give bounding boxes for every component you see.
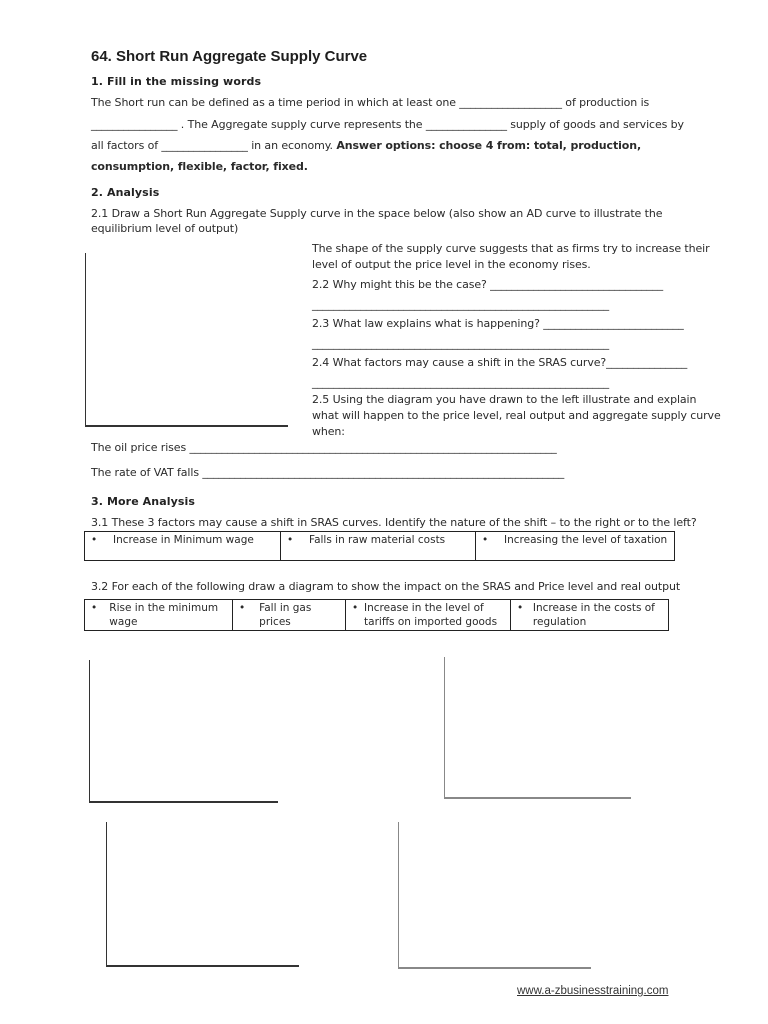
bullet-icon: • bbox=[517, 602, 524, 614]
fill-line-2: ________________ . The Aggregate supply curve represents the _______________ supply of goods and services by bbox=[91, 118, 684, 131]
diagram-y-axis bbox=[106, 822, 107, 966]
q25-line-2: what will happen to the price level, real output and aggregate supply curve bbox=[312, 409, 721, 422]
fill-line-3 bbox=[91, 139, 641, 152]
diagram-y-axis bbox=[444, 657, 445, 798]
diagram-x-axis bbox=[85, 425, 288, 427]
vat-question[interactable]: The rate of VAT falls ___________________________________________________________________ bbox=[91, 466, 565, 479]
bullet-icon: • bbox=[91, 534, 98, 546]
table-row bbox=[85, 532, 675, 561]
section1-heading: 1. Fill in the missing words bbox=[91, 75, 262, 88]
section3-heading: 3. More Analysis bbox=[91, 495, 196, 508]
bullet-icon: • bbox=[482, 534, 489, 546]
footer-website-link[interactable]: www.a-zbusinesstraining.com bbox=[517, 985, 669, 997]
table-cell-taxation[interactable] bbox=[476, 532, 675, 561]
answer-options: Answer options: choose 4 from: total, production, bbox=[336, 139, 642, 152]
q31-text: 3.1 These 3 factors may cause a shift in SRAS curves. Identify the nature of the shift – to the right or to the left? bbox=[91, 516, 697, 529]
q24-text[interactable]: 2.4 What factors may cause a shift in the SRAS curve?_______________ bbox=[312, 356, 688, 369]
cell-text: Fall in gas prices bbox=[259, 602, 312, 628]
q32-text: 3.2 For each of the following draw a diagram to show the impact on the SRAS and Price level and real output bbox=[91, 580, 681, 593]
fill-line-3-text: all factors of ________________ in an economy. bbox=[91, 139, 337, 152]
table-cell-tariffs[interactable] bbox=[346, 600, 511, 631]
table-cell-minimum-wage[interactable] bbox=[85, 532, 281, 561]
oil-price-question[interactable]: The oil price rises ____________________________________________________________________ bbox=[91, 441, 557, 454]
q21-line-2: equilibrium level of output) bbox=[91, 222, 239, 235]
diagram-x-axis bbox=[89, 801, 278, 803]
answer-options-cont: consumption, flexible, factor, fixed. bbox=[91, 160, 308, 173]
q23-answer-line[interactable]: _______________________________________________________ bbox=[312, 337, 610, 350]
cell-text: Increase in the level of tariffs on imported goods bbox=[364, 602, 498, 628]
bullet-icon: • bbox=[239, 602, 246, 614]
impact-factors-table bbox=[84, 599, 669, 631]
diagram-y-axis bbox=[398, 822, 399, 968]
diagram-x-axis bbox=[106, 965, 299, 967]
cell-text: Increase in Minimum wage bbox=[113, 534, 254, 546]
table-cell-raw-materials[interactable] bbox=[281, 532, 476, 561]
table-cell-min-wage[interactable] bbox=[85, 600, 233, 631]
q24-answer-line[interactable]: _______________________________________________________ bbox=[312, 376, 610, 389]
diagram-y-axis bbox=[89, 660, 90, 802]
diagram-x-axis bbox=[398, 967, 591, 969]
cell-text: Increasing the level of taxation bbox=[504, 534, 668, 546]
q22-text[interactable]: 2.2 Why might this be the case? ________________________________ bbox=[312, 278, 663, 291]
bullet-icon: • bbox=[91, 602, 98, 614]
q21-line-1: 2.1 Draw a Short Run Aggregate Supply curve in the space below (also show an AD curve to illustrate the bbox=[91, 207, 663, 220]
bullet-icon: • bbox=[287, 534, 294, 546]
table-row bbox=[85, 600, 669, 631]
cell-text: Increase in the costs of regulation bbox=[532, 602, 655, 628]
section2-heading: 2. Analysis bbox=[91, 186, 160, 199]
bullet-icon: • bbox=[352, 602, 359, 614]
q25-line-3: when: bbox=[312, 425, 345, 438]
table-cell-gas-prices[interactable] bbox=[233, 600, 346, 631]
table-cell-regulation[interactable] bbox=[511, 600, 669, 631]
cell-text: Rise in the minimum wage bbox=[109, 602, 219, 628]
shape-text-1: The shape of the supply curve suggests that as firms try to increase their bbox=[312, 242, 710, 255]
diagram-x-axis bbox=[444, 797, 631, 799]
fill-line-1: The Short run can be defined as a time period in which at least one ___________________ of production is bbox=[91, 96, 650, 109]
q22-answer-line[interactable]: _______________________________________________________ bbox=[312, 298, 610, 311]
q25-line-1: 2.5 Using the diagram you have drawn to the left illustrate and explain bbox=[312, 393, 697, 406]
q23-text[interactable]: 2.3 What law explains what is happening? __________________________ bbox=[312, 317, 684, 330]
diagram-y-axis bbox=[85, 253, 86, 426]
page-title: 64. Short Run Aggregate Supply Curve bbox=[91, 48, 368, 65]
cell-text: Falls in raw material costs bbox=[309, 534, 446, 546]
shift-factors-table bbox=[84, 531, 675, 561]
shape-text-2: level of output the price level in the economy rises. bbox=[312, 258, 591, 271]
